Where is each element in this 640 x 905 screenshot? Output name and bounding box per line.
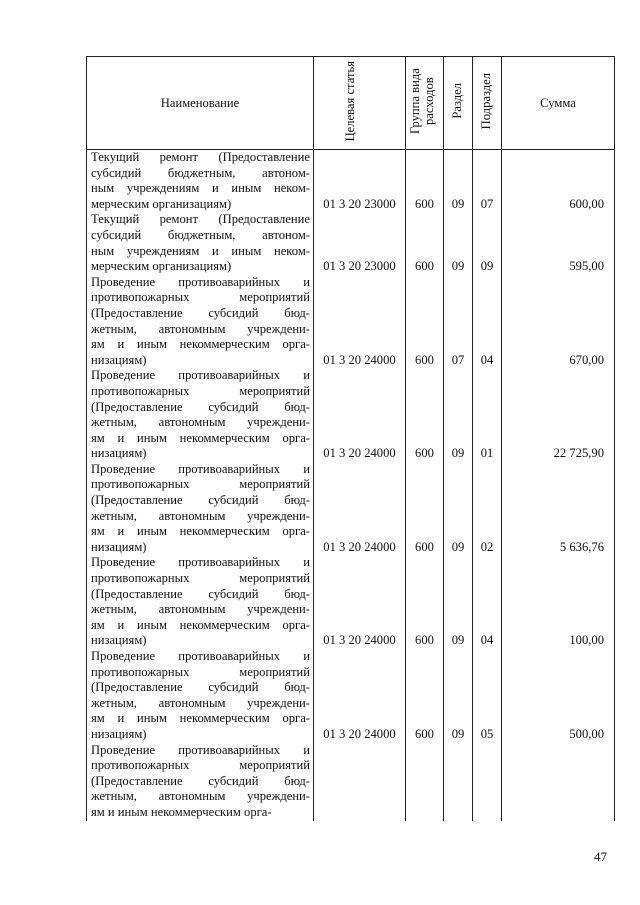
row-target-article: 01 3 20 24000 [314,275,406,369]
row-expense-group [406,743,444,821]
row-amount: 600,00 [502,150,615,213]
row-name-line: (Предоставление субсидий бюд- [91,586,310,601]
row-name-line: Проведение противоаварийных и [91,742,310,757]
row-expense-group: 600 [406,462,444,556]
row-subsection: 09 [473,212,502,274]
row-name [87,150,314,213]
row-name-line: субсидий бюджетным, автоном- [91,165,310,180]
row-name-line: противопожарных мероприятий [91,290,310,305]
row-target-article: 01 3 20 24000 [314,368,406,462]
row-expense-group: 600 [406,212,444,274]
row-name [87,368,314,462]
row-name-line: противопожарных мероприятий [91,477,310,492]
row-name-line: низациям) [91,352,147,367]
row-amount: 595,00 [502,212,615,274]
budget-table [86,56,615,821]
row-subsection [473,743,502,821]
table-row [87,743,615,821]
row-name-line: мерческим организациям) [91,196,232,211]
row-name-line: жетным, автономным учреждени- [91,415,310,430]
row-name-line: субсидий бюджетным, автоном- [91,227,310,242]
row-name-line: Текущий ремонт (Предоставление [91,212,310,227]
row-name [87,555,314,649]
row-name-line: жетным, автономным учреждени- [91,695,310,710]
row-amount: 670,00 [502,275,615,369]
row-name-line: ям и иным некоммерческим орга- [91,617,310,632]
row-section: 09 [444,649,473,743]
row-name-line: низациям) [91,726,147,741]
table-header-row [87,57,615,150]
row-subsection: 07 [473,150,502,213]
row-expense-group: 600 [406,555,444,649]
page-number: 47 [594,849,607,864]
row-name-line: Проведение противоаварийных и [91,461,310,476]
row-name-line: ям и иным некоммерческим орга- [91,804,272,819]
table-row [87,212,615,274]
row-expense-group: 600 [406,368,444,462]
row-name-line: жетным, автономным учреждени- [91,602,310,617]
row-section: 09 [444,212,473,274]
table-row [87,649,615,743]
row-name-line: низациям) [91,633,147,648]
header-name: Наименование [87,57,314,150]
row-name [87,743,314,821]
row-target-article: 01 3 20 24000 [314,555,406,649]
row-name-line: жетным, автономным учреждени- [91,508,310,523]
row-section: 09 [444,368,473,462]
header-expense-group: Группа вида расходов [406,57,444,150]
table-row [87,150,615,213]
row-name-line: противопожарных мероприятий [91,758,310,773]
header-amount: Сумма [502,57,615,150]
row-name-line: низациям) [91,446,147,461]
row-expense-group: 600 [406,275,444,369]
header-target-article: Целевая статья [314,57,406,150]
row-name-line: ям и иным некоммерческим орга- [91,337,310,352]
header-section: Раздел [444,57,473,150]
row-subsection: 04 [473,555,502,649]
row-name-line: Проведение противоаварийных и [91,368,310,383]
row-section [444,743,473,821]
row-section: 09 [444,462,473,556]
row-name [87,649,314,743]
row-target-article: 01 3 20 23000 [314,150,406,213]
row-name-line: противопожарных мероприятий [91,664,310,679]
row-amount [502,743,615,821]
row-name-line: ям и иным некоммерческим орга- [91,430,310,445]
row-amount: 22 725,90 [502,368,615,462]
row-name-line: ям и иным некоммерческим орга- [91,711,310,726]
row-amount: 100,00 [502,555,615,649]
row-expense-group: 600 [406,150,444,213]
row-name-line: ным учреждениям и иным неком- [91,243,310,258]
row-name-line: (Предоставление субсидий бюд- [91,305,310,320]
row-name [87,462,314,556]
table-row [87,555,615,649]
row-name [87,212,314,274]
row-name-line: жетным, автономным учреждени- [91,789,310,804]
table-body [87,150,615,821]
row-target-article: 01 3 20 24000 [314,649,406,743]
table-row [87,275,615,369]
row-name-line: (Предоставление субсидий бюд- [91,493,310,508]
header-subsection: Подраздел [473,57,502,150]
row-amount: 5 636,76 [502,462,615,556]
row-expense-group: 600 [406,649,444,743]
row-subsection: 01 [473,368,502,462]
row-name-line: Текущий ремонт (Предоставление [91,150,310,164]
row-section: 09 [444,555,473,649]
row-name-line: низациям) [91,539,147,554]
row-section: 09 [444,150,473,213]
row-name-line: противопожарных мероприятий [91,571,310,586]
row-name-line: Проведение противоаварийных и [91,274,310,289]
row-name-line: ям и иным некоммерческим орга- [91,524,310,539]
row-amount: 500,00 [502,649,615,743]
row-section: 07 [444,275,473,369]
row-target-article: 01 3 20 23000 [314,212,406,274]
row-subsection: 04 [473,275,502,369]
row-name-line: жетным, автономным учреждени- [91,321,310,336]
row-name-line: Проведение противоаварийных и [91,555,310,570]
row-subsection: 05 [473,649,502,743]
row-subsection: 02 [473,462,502,556]
row-target-article [314,743,406,821]
row-name-line: мерческим организациям) [91,259,232,274]
row-name-line: противопожарных мероприятий [91,383,310,398]
table-row [87,368,615,462]
row-name-line: (Предоставление субсидий бюд- [91,680,310,695]
row-name [87,275,314,369]
row-name-line: ным учреждениям и иным неком- [91,181,310,196]
row-name-line: (Предоставление субсидий бюд- [91,399,310,414]
table-row [87,462,615,556]
row-name-line: Проведение противоаварийных и [91,649,310,663]
row-target-article: 01 3 20 24000 [314,462,406,556]
row-name-line: (Предоставление субсидий бюд- [91,773,310,788]
